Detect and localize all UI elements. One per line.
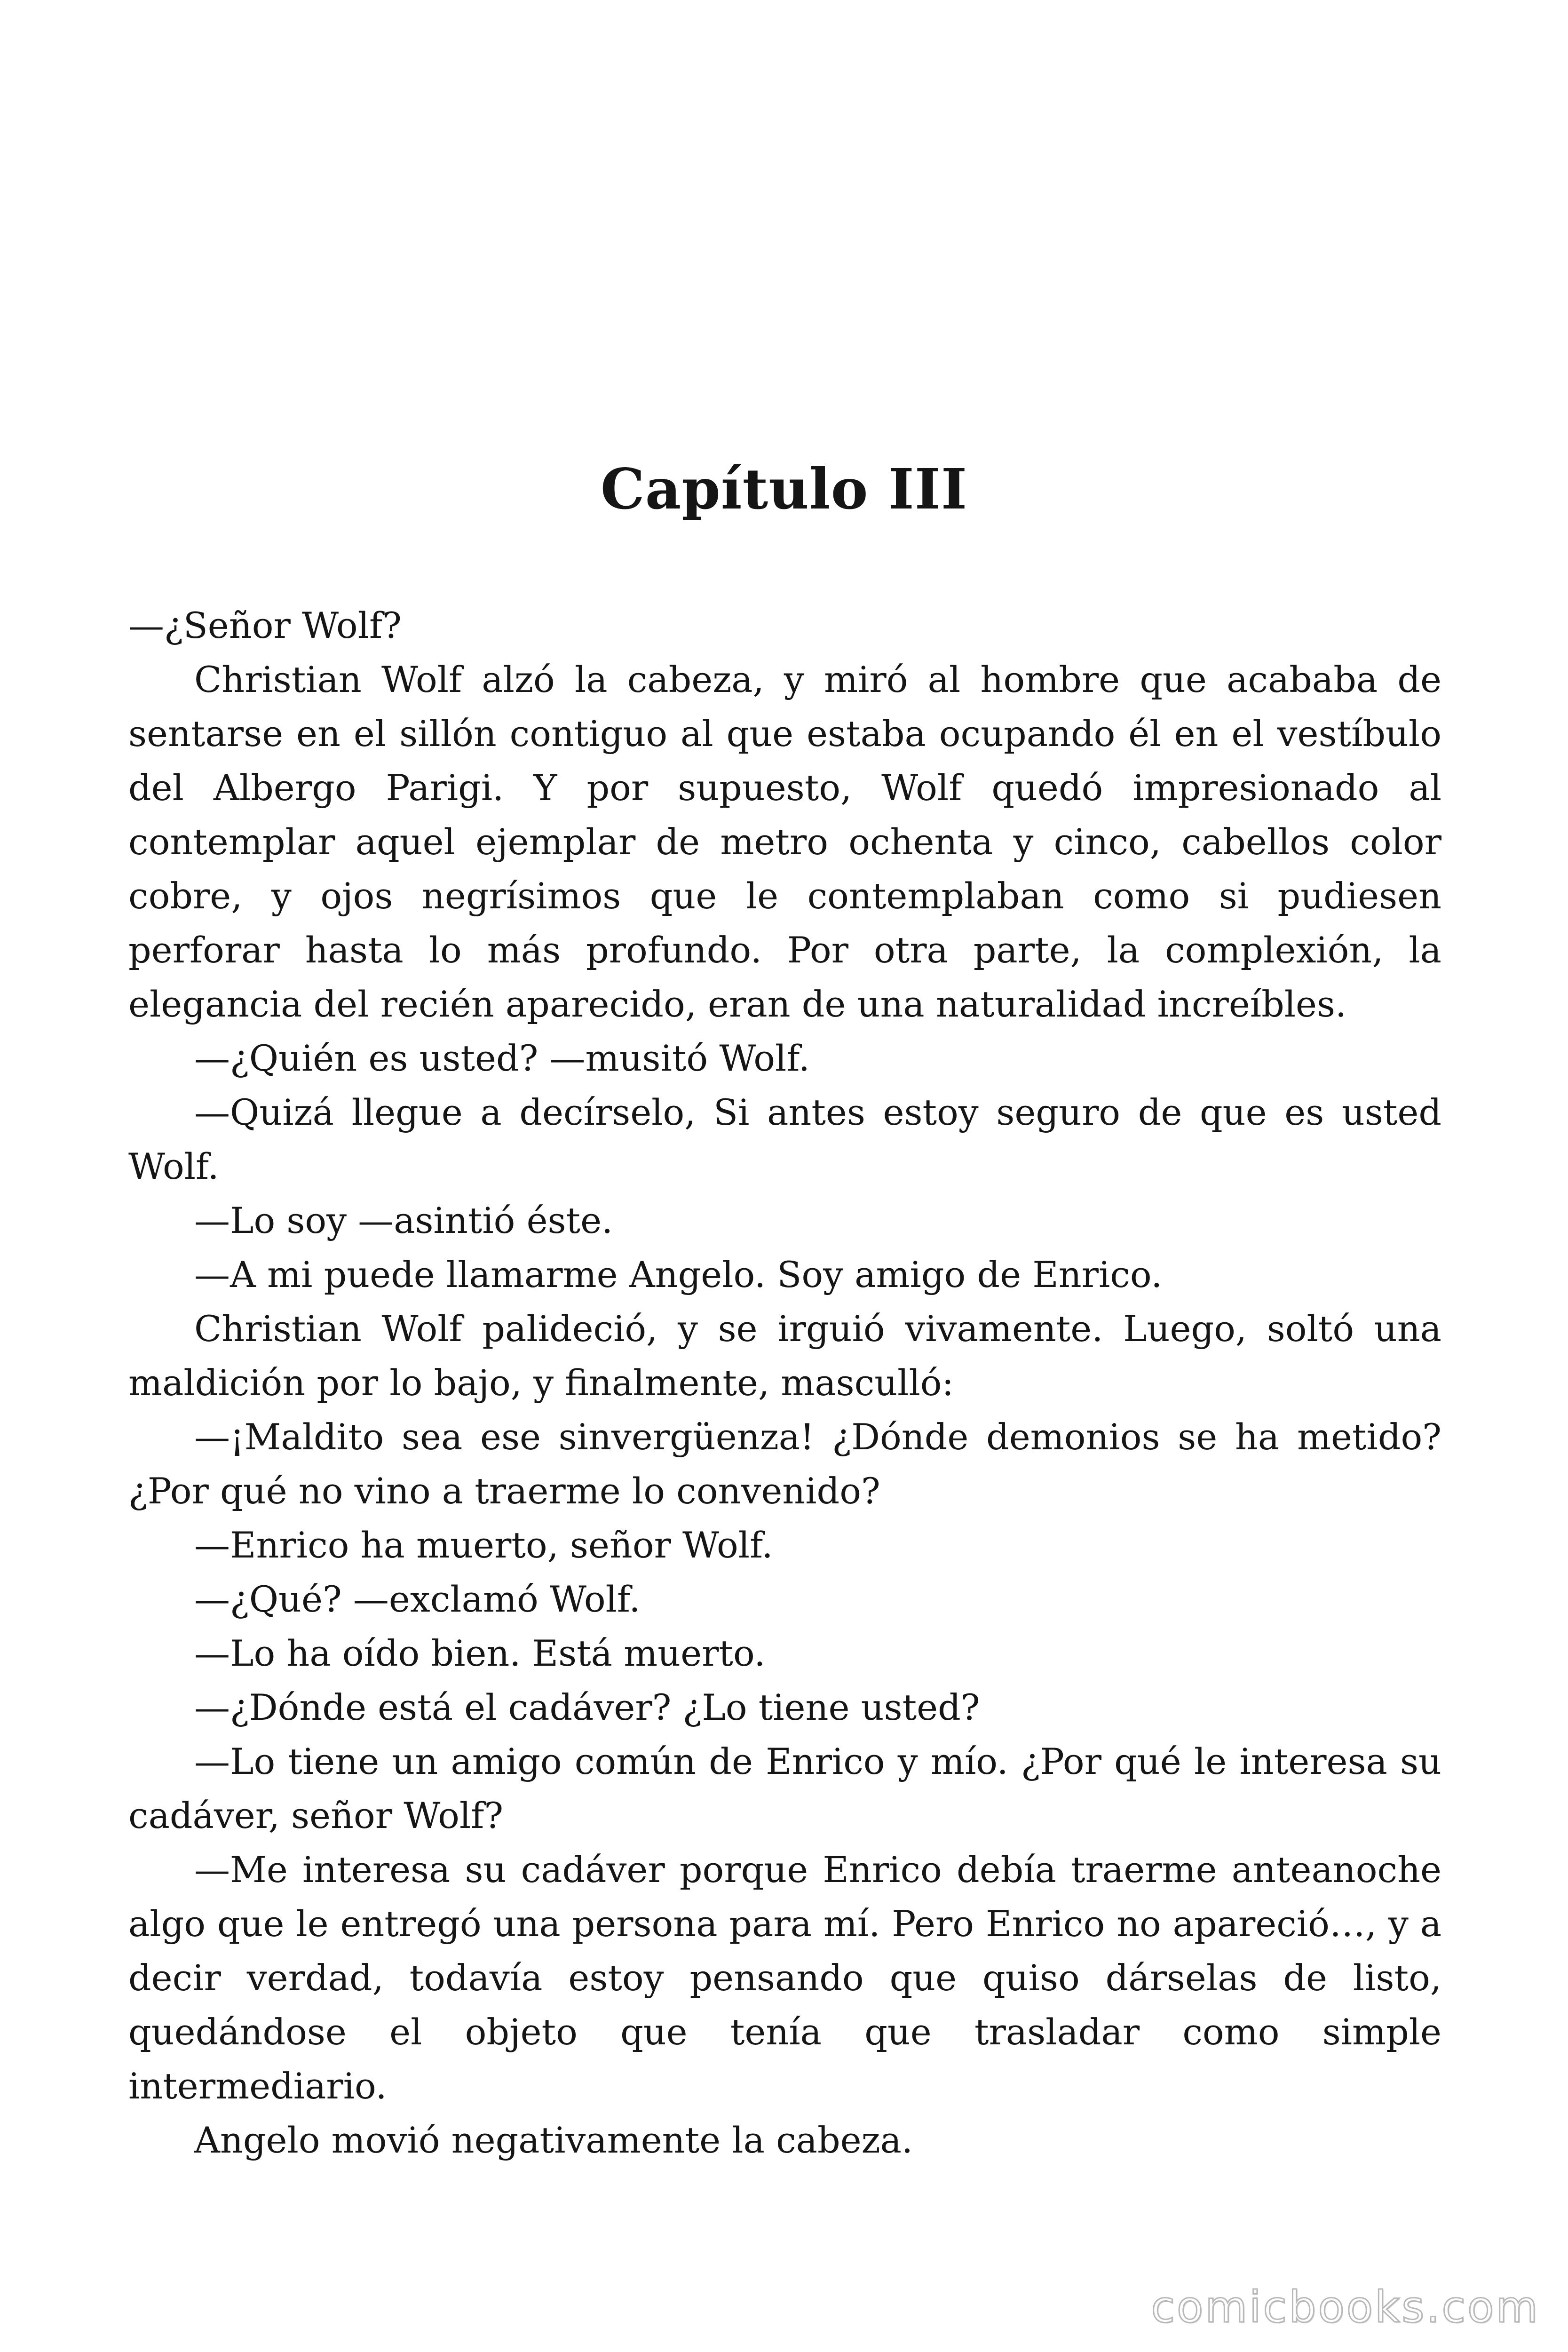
paragraph: —Lo ha oído bien. Está muerto. bbox=[194, 1632, 766, 1674]
chapter-body bbox=[128, 598, 1441, 2167]
paragraph: —¡Maldito sea ese sinvergüenza! ¿Dónde demonios se ha metido? ¿Por qué no vino a traerme lo convenido? bbox=[128, 1416, 1441, 1512]
paragraph: —Enrico ha muerto, señor Wolf. bbox=[194, 1524, 773, 1566]
paragraph: —Lo soy —asintió éste. bbox=[194, 1200, 613, 1241]
paragraph: —¿Quién es usted? —musitó Wolf. bbox=[194, 1037, 810, 1079]
paragraph: Angelo movió negativamente la cabeza. bbox=[194, 2119, 913, 2161]
paragraph: —¿Señor Wolf? bbox=[128, 604, 402, 646]
paragraph: —¿Dónde está el cadáver? ¿Lo tiene usted? bbox=[194, 1686, 980, 1728]
chapter-title: Capítulo III bbox=[600, 456, 968, 522]
paragraph: Christian Wolf alzó la cabeza, y miró al hombre que acababa de sentarse en el sillón contiguo al que estaba ocupando él en el vestíbulo del Albergo Parigi. Y por supuesto, Wolf quedó impresionado al contemplar aquel ejemplar de metro ochenta y cinco, cabellos color cobre, y ojos negrísimos que le contemplaban como si pudiesen perforar hasta lo más profundo. Por otra parte, la complexión, la elegancia del recién aparecido, eran de una naturalidad increíbles. bbox=[128, 659, 1441, 1025]
paragraph: Christian Wolf palideció, y se irguió vivamente. Luego, soltó una maldición por lo bajo, y finalmente, masculló: bbox=[128, 1308, 1441, 1404]
paragraph: —¿Qué? —exclamó Wolf. bbox=[194, 1578, 641, 1620]
paragraph: —Me interesa su cadáver porque Enrico debía traerme anteanoche algo que le entregó una persona para mí. Pero Enrico no apareció…, y a decir verdad, todavía estoy pensando que quiso dárselas de listo, quedándose el objeto que tenía que trasladar como simple intermediario. bbox=[128, 1849, 1441, 2107]
paragraph: —Lo tiene un amigo común de Enrico y mío. ¿Por qué le interesa su cadáver, señor Wolf? bbox=[128, 1740, 1441, 1836]
paragraph: —A mi puede llamarme Angelo. Soy amigo de Enrico. bbox=[194, 1254, 1163, 1295]
watermark-logo: comicbooks.com bbox=[1151, 2282, 1540, 2332]
paragraph: —Quizá llegue a decírselo, Si antes estoy seguro de que es usted Wolf. bbox=[128, 1091, 1441, 1187]
